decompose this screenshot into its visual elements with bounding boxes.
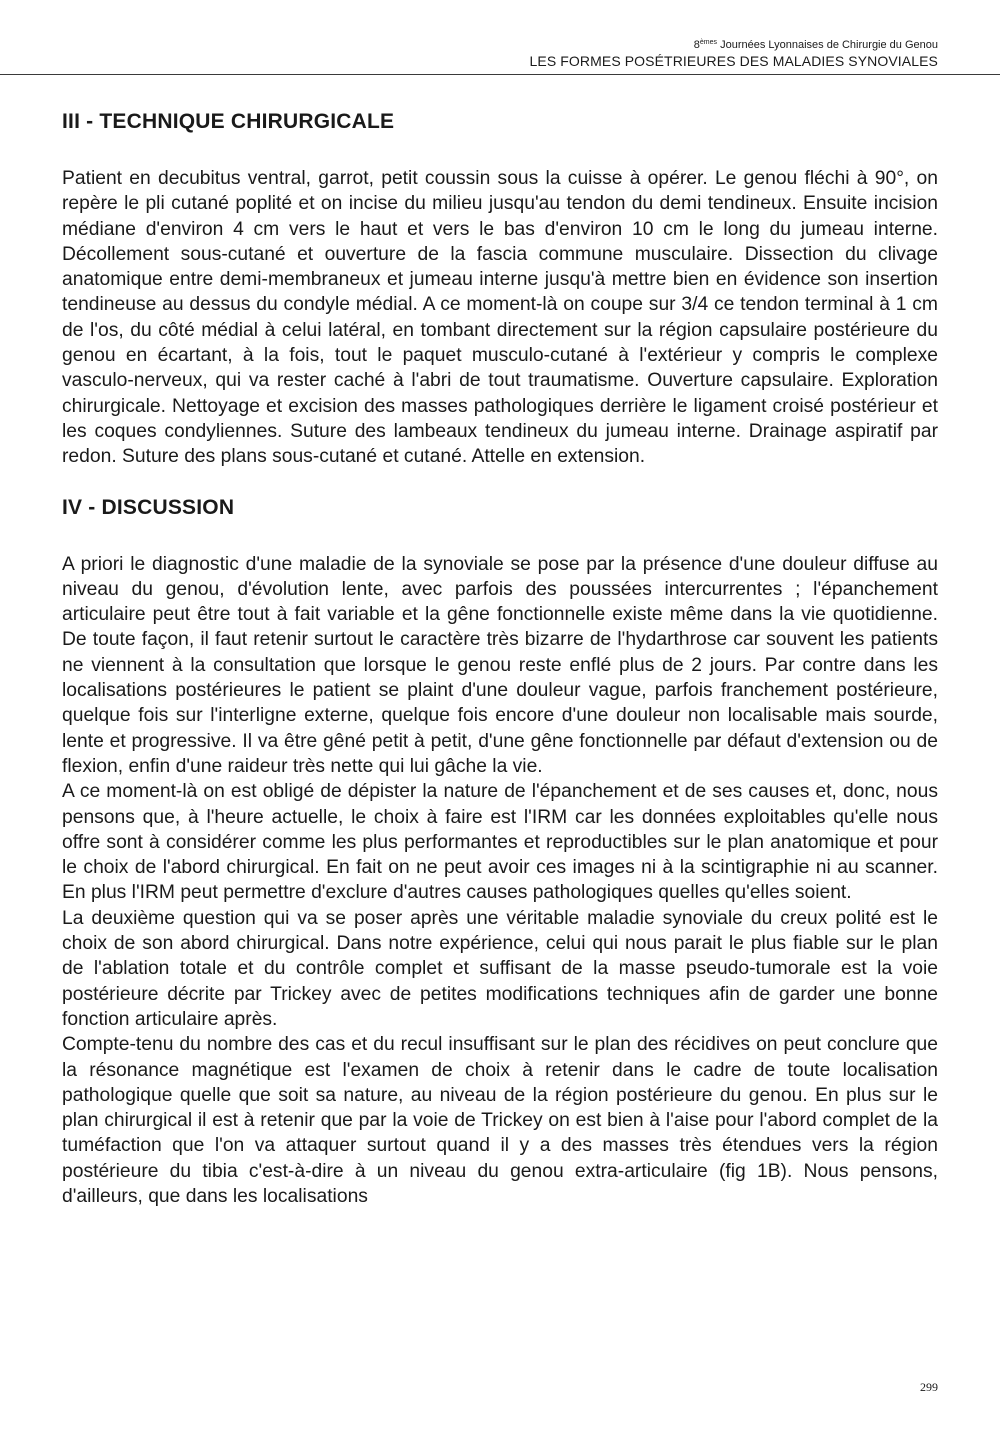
conference-line <box>530 36 938 52</box>
paragraph-discussion-4: Compte-tenu du nombre des cas et du recul insuffisant sur le plan des récidives on peut conclure que la résonance magnétique est l'examen de choix à retenir dans le cadre de toute localisation pathologique quelle que soit sa nature, au niveau de la région postérieure du genou. En plus sur le plan chirurgical il est à retenir que par la voie de Trickey on est bien à l'aise pour l'abord complet de la tuméfaction que l'on va attaquer surtout quand il y a des masses très étendues vers la région postérieure du tibia c'est-à-dire à un niveau du genou extra-articulaire (fig 1B). Nous pensons, d'ailleurs, que dans les localisations <box>62 1034 938 1207</box>
paragraph-discussion-1: A priori le diagnostic d'une maladie de la synoviale se pose par la présence d'une douleur diffuse au niveau du genou, d'évolution lente, avec parfois des poussées intercurrentes ; l'épanchement articulaire peut être tout à fait variable et la gêne fonctionnelle existe même dans la vie quotidienne. De toute façon, il faut retenir surtout le caractère très bizarre de l'hydarthrose car souvent les patients ne viennent à la consultation que lorsque le genou reste enflé plus de 2 jours. Par contre dans les localisations postérieures le patient se plaint d'une douleur vague, parfois franchement postérieure, quelque fois sur l'interligne externe, quelque fois encore d'une douleur non localisable mais sourde, lente et progressive. Il va être gêné petit à petit, d'une gêne fonctionnelle par défaut d'extension ou de flexion, enfin d'une raideur très nette qui lui gâche la vie. <box>62 553 938 777</box>
section-heading-technique: III - TECHNIQUE CHIRURGICALE <box>62 110 395 133</box>
page-number: 299 <box>920 1380 938 1394</box>
section-heading-discussion: IV - DISCUSSION <box>62 495 235 519</box>
paragraph-discussion-3: La deuxième question qui va se poser après une véritable maladie synoviale du creux polité est le choix de son abord chirurgical. Dans notre expérience, celui qui nous parait le plus fiable sur le plan de l'ablation totale et du contrôle complet et suffisant de la masse pseudo-tumorale est la voie postérieure décrite par Trickey avec de petites modifications techniques afin de garder une bonne fonction articulaire après. <box>62 907 938 1030</box>
edition-suffix: èmes <box>699 39 718 46</box>
running-header <box>530 36 938 70</box>
running-title: LES FORMES POSÉTRIEURES DES MALADIES SYNOVIALES <box>529 53 938 69</box>
header-rule <box>0 74 1000 75</box>
paragraph-technique: Patient en decubitus ventral, garrot, petit coussin sous la cuisse à opérer. Le genou fléchi à 90°, on repère le pli cutané poplité et on incise du milieu jusqu'au tendon du demi tendineux. Ensuite incision médiane d'environ 4 cm vers le haut et vers le bas d'environ 10 cm le long du jumeau interne. Décollement sous-cutané et ouverture de la fascia commune musculaire. Dissection du clivage anatomique entre demi-membraneux et jumeau interne jusqu'à mettre bien en évidence son insertion tendineuse au dessus du condyle médial. A ce moment-là on coupe sur 3/4 ce tendon terminal à 1 cm de l'os, du côté médial à celui latéral, en tombant directement sur la région capsulaire postérieure du genou en écartant, à la fois, tout le paquet musculo-cutané à l'extérieur y compris le complexe vasculo-nerveux, qui va rester caché à l'abri de tout traumatisme. Ouverture capsulaire. Exploration chirurgicale. Nettoyage et excision des masses pathologiques derrière le ligament croisé postérieur et les coques condyliennes. Suture des lambeaux tendineux du jumeau interne. Drainage aspiratif par redon. Suture des plans sous-cutané et cutané. Attelle en extension. <box>62 168 938 468</box>
conference-name: Journées Lyonnaises de Chirurgie du Genou <box>720 39 938 51</box>
edition-number: 8 <box>693 39 700 51</box>
page-content <box>62 108 938 1209</box>
paragraph-discussion-2: A ce moment-là on est obligé de dépister la nature de l'épanchement et de ses causes et, donc, nous pensons que, à l'heure actuelle, le choix à faire est l'IRM car les données exploitables qu'elle nous offre sont à considérer comme les plus performantes et reproductibles sur le plan anatomique et pour le choix de l'abord chirurgical. En fait on ne peut avoir ces images ni à la scintigraphie ni au scanner. En plus l'IRM peut permettre d'exclure d'autres causes pathologiques quelles qu'elles soient. <box>62 781 938 904</box>
